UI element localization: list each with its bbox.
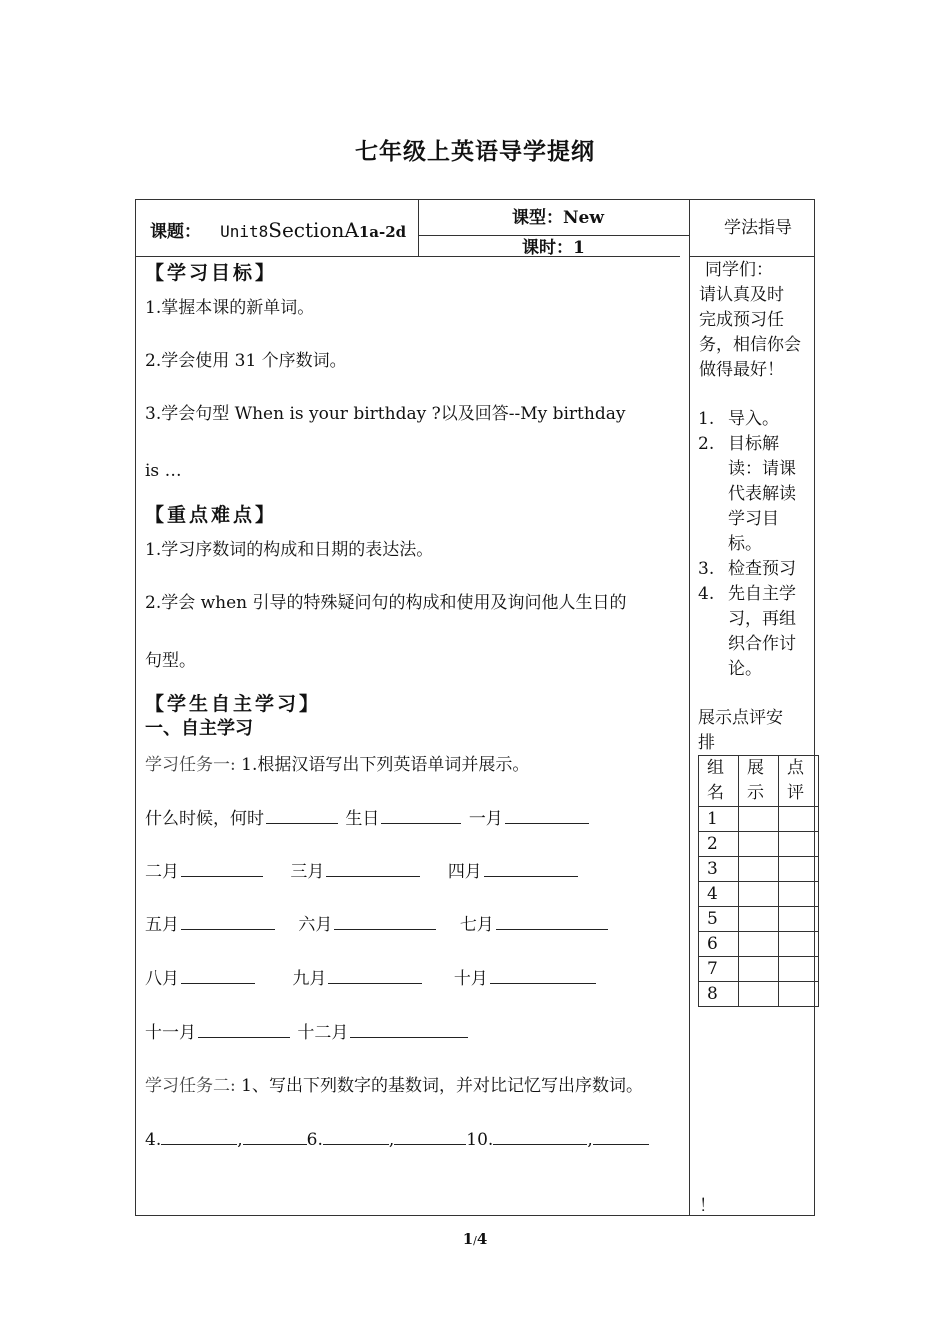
keypoint-item: 1.学习序数词的构成和日期的表达法。 bbox=[145, 540, 434, 560]
table-row: 4 bbox=[699, 882, 819, 907]
vocab-prompt: 十月 bbox=[453, 969, 488, 989]
topic-section: SectionA bbox=[268, 218, 359, 242]
answer-blank[interactable] bbox=[181, 912, 275, 930]
goals-heading: 【学习目标】 bbox=[145, 262, 278, 284]
vocab-prompt: 五月 bbox=[145, 915, 179, 935]
task2-text: 1、写出下列数字的基数词，并对比记忆写出序数词。 bbox=[241, 1076, 643, 1096]
goal-item: is … bbox=[145, 461, 182, 481]
vocab-row bbox=[145, 806, 591, 831]
answer-blank[interactable] bbox=[198, 1020, 290, 1038]
col-header-review: 点 评 bbox=[779, 756, 819, 807]
comma: , bbox=[237, 1130, 243, 1150]
answer-blank[interactable] bbox=[593, 1127, 649, 1145]
table-row: 3 bbox=[699, 857, 819, 882]
table-row: 8 bbox=[699, 982, 819, 1007]
greeting-line: 务，相信你会 bbox=[699, 335, 801, 355]
task1-line bbox=[145, 753, 529, 777]
answer-blank[interactable] bbox=[496, 912, 608, 930]
keypoint-item: 2.学会 when 引导的特殊疑问句的构成和使用及询问他人生日的 bbox=[145, 593, 627, 613]
col-header-show: 展 示 bbox=[739, 756, 779, 807]
end-mark: ！ bbox=[699, 1196, 716, 1216]
answer-blank[interactable] bbox=[326, 859, 420, 877]
task2-line bbox=[145, 1074, 643, 1098]
table-row: 5 bbox=[699, 907, 819, 932]
answer-blank[interactable] bbox=[161, 1127, 237, 1145]
method-steps bbox=[698, 407, 810, 682]
table-row: 1 bbox=[699, 807, 819, 832]
goal-item: 1.掌握本课的新单词。 bbox=[145, 298, 315, 318]
vocab-row bbox=[145, 912, 610, 937]
goal-item: 3.学会句型 When is your birthday ?以及回答--My birthday bbox=[145, 404, 626, 424]
vocab-prompt: 七月 bbox=[459, 915, 494, 935]
answer-blank[interactable] bbox=[493, 1127, 587, 1145]
page-number: 1/4 bbox=[462, 1230, 488, 1248]
step-item: 4. 先自主学 习，再组 织合作讨 论。 bbox=[698, 584, 796, 679]
vocab-row bbox=[145, 859, 580, 884]
comma: , bbox=[388, 1130, 395, 1150]
keypoint-item: 句型。 bbox=[145, 651, 196, 671]
table-row: 2 bbox=[699, 832, 819, 857]
answer-blank[interactable] bbox=[381, 806, 461, 824]
topic-range: 1a-2d bbox=[358, 223, 407, 241]
task2-label: 学习任务二: bbox=[145, 1076, 242, 1096]
number-prompt: 6. bbox=[306, 1130, 323, 1150]
task1-text: 1.根据汉语写出下列英语单词并展示。 bbox=[241, 755, 530, 775]
vocab-prompt: 四月 bbox=[447, 862, 482, 882]
keypoints-heading: 【重点难点】 bbox=[145, 504, 278, 526]
answer-blank[interactable] bbox=[181, 966, 255, 984]
page-title: 七年级上英语导学提纲 bbox=[355, 138, 595, 165]
answer-blank[interactable] bbox=[490, 966, 596, 984]
table-row: 7 bbox=[699, 957, 819, 982]
step-item: 2. 目标解 读：请课 代表解读 学习目 标。 bbox=[698, 434, 796, 554]
task1-label: 学习任务一: bbox=[145, 755, 242, 775]
vocab-prompt: 二月 bbox=[145, 862, 179, 882]
vocab-row bbox=[145, 966, 598, 991]
vocab-prompt: 三月 bbox=[290, 862, 325, 882]
comma: , bbox=[587, 1130, 593, 1150]
answer-blank[interactable] bbox=[323, 1127, 389, 1145]
answer-blank[interactable] bbox=[484, 859, 578, 877]
vocab-prompt: 八月 bbox=[145, 969, 179, 989]
vocab-prompt: 生日 bbox=[345, 809, 380, 829]
step-item: 3. 检查预习 bbox=[698, 559, 796, 579]
arrange-label: 展示点评安 排 bbox=[698, 708, 783, 753]
number-row bbox=[145, 1127, 649, 1152]
topic-cell bbox=[150, 217, 406, 242]
vocab-prompt: 十二月 bbox=[297, 1023, 349, 1043]
goal-item: 2.学会使用 31 个序数词。 bbox=[145, 351, 347, 371]
answer-blank[interactable] bbox=[243, 1127, 307, 1145]
vocab-prompt: 什么时候，何时 bbox=[145, 809, 264, 829]
topic-label: 课题： bbox=[150, 222, 201, 242]
lesson-type: 课型：New bbox=[512, 208, 604, 228]
selfstudy-subheading: 一、自主学习 bbox=[145, 718, 253, 739]
greeting-line: 做得最好！ bbox=[699, 360, 784, 380]
lesson-period: 课时：1 bbox=[522, 238, 585, 258]
number-prompt: 10. bbox=[466, 1130, 494, 1150]
vocab-row bbox=[145, 1020, 470, 1045]
answer-blank[interactable] bbox=[328, 966, 422, 984]
vocab-prompt: 一月 bbox=[468, 809, 503, 829]
selfstudy-heading: 【学生自主学习】 bbox=[145, 693, 322, 715]
table-row: 6 bbox=[699, 932, 819, 957]
answer-blank[interactable] bbox=[181, 859, 263, 877]
greeting-line: 完成预习任 bbox=[699, 310, 784, 330]
vocab-prompt: 九月 bbox=[292, 969, 327, 989]
answer-blank[interactable] bbox=[394, 1127, 466, 1145]
method-guide-header: 学法指导 bbox=[724, 218, 792, 238]
greeting-line: 同学们： bbox=[705, 260, 773, 280]
topic-unit: Unit8 bbox=[220, 222, 269, 241]
answer-blank[interactable] bbox=[334, 912, 436, 930]
number-prompt: 4. bbox=[145, 1130, 162, 1150]
review-table bbox=[698, 755, 819, 1007]
answer-blank[interactable] bbox=[350, 1020, 468, 1038]
greeting-line: 请认真及时 bbox=[699, 285, 784, 305]
answer-blank[interactable] bbox=[266, 806, 338, 824]
vocab-prompt: 六月 bbox=[298, 915, 333, 935]
vocab-prompt: 十一月 bbox=[145, 1023, 196, 1043]
col-header-group: 组 名 bbox=[699, 756, 739, 807]
step-item: 1. 导入。 bbox=[698, 409, 779, 429]
answer-blank[interactable] bbox=[505, 806, 589, 824]
sidebar-greeting bbox=[699, 258, 815, 383]
